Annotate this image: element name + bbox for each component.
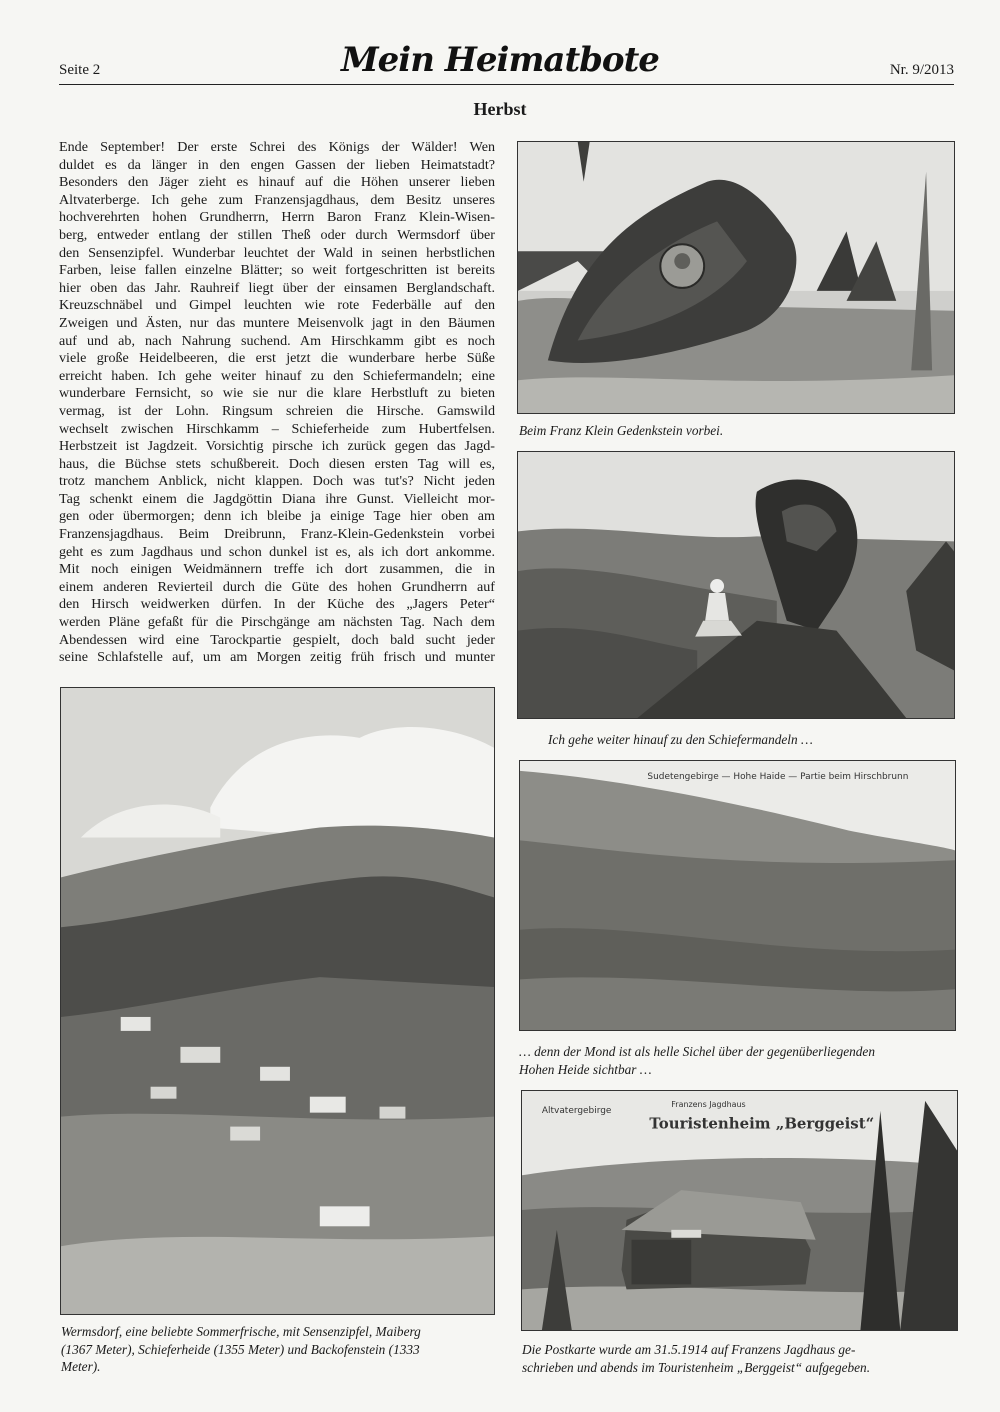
article-line: geht es zum Jagdhaus und schon dunkel ist es, als ich dort ankomme. bbox=[59, 543, 495, 560]
photo-schiefermandeln bbox=[517, 451, 955, 719]
header-rule bbox=[59, 84, 954, 85]
article-line: haus, die Büchse stets schußbereit. Doch diesen ersten Tag will es, bbox=[59, 455, 495, 472]
article-line: wunderbare Fernsicht, so wie sie nur die klare Herbstluft zu bieten bbox=[59, 385, 495, 402]
postcard-label-berggeist: Touristenheim „Berggeist“ bbox=[649, 1114, 875, 1133]
postcard-label-jagdhaus: Franzens Jagdhaus bbox=[671, 1099, 746, 1109]
caption-line: Wermsdorf, eine beliebte Sommerfrische, mit Sensenzipfel, Maiberg bbox=[61, 1324, 421, 1339]
caption-line: Die Postkarte wurde am 31.5.1914 auf Franzens Jagdhaus ge- bbox=[522, 1342, 856, 1357]
caption-line: Meter). bbox=[61, 1359, 101, 1374]
article-line: Mit noch einigen Weidmännern treffe ich dort zusammen, die in bbox=[59, 561, 495, 578]
article-line: auf und ab, nach Nahrung suchend. Am Hirschkamm gibt es noch bbox=[59, 332, 495, 349]
article-line: hochverehrten hohen Grundherrn, Herrn Baron Franz Klein-Wisen- bbox=[59, 209, 495, 226]
photo-memorial-stone bbox=[517, 141, 955, 414]
photo-hohe-heide bbox=[519, 760, 956, 1031]
caption-wermsdorf bbox=[61, 1323, 501, 1376]
photo-wermsdorf bbox=[60, 687, 495, 1315]
article-line: Herbstzeit ist Jagdzeit. Vorsichtig pirsche ich zurück gegen das Jagd- bbox=[59, 438, 495, 455]
article-line: Farben, leise fallen einzelne Blätter; so weit fortgeschritten ist bereits bbox=[59, 262, 495, 279]
caption-line: Hohen Heide sichtbar … bbox=[519, 1061, 652, 1077]
caption-line: … denn der Mond ist als helle Sichel über der gegenüberliegenden bbox=[519, 1044, 875, 1059]
article-line: berg, entweder entlang der stillen Theß oder durch Wermsdorf über bbox=[59, 226, 495, 243]
caption-hohe-heide bbox=[519, 1043, 959, 1078]
postcard-caption-heath: Sudetengebirge — Hohe Haide — Partie beim Hirschbrunn bbox=[647, 771, 909, 782]
photo-touristenheim-postcard bbox=[521, 1090, 958, 1331]
article-line: Besonders den Jäger zieht es hinauf auf die Höhen unserer lieben bbox=[59, 174, 495, 191]
article-line: seine Schlafstelle auf, um am Morgen zeitig früh frisch und munter bbox=[59, 649, 495, 666]
article-line: Altvaterberge. Ich gehe zum Franzensjagdhaus, dem Besitz unseres bbox=[59, 191, 495, 208]
article-line: einem anderen Revierteil durch die Güte des hohen Grundherrn auf bbox=[59, 578, 495, 595]
article-line: werden Pläne gefaßt für die Pirschgänge am nächsten Tag. Nach dem bbox=[59, 614, 495, 631]
article-line: viele große Heidelbeeren, die erst jetzt die wunderbare herbe Süße bbox=[59, 350, 495, 367]
postcard-label-altvater: Altvatergebirge bbox=[541, 1105, 612, 1116]
article-line: den Sensenzipfel. Wunderbar leuchtet der Wald in seinen herbstlichen bbox=[59, 244, 495, 261]
article-line: trotz manchem Anblick, nicht klappen. Doch was tut's? Nicht jeden bbox=[59, 473, 495, 490]
article-line: vermag, ist der Lohn. Ringsum schreien die Hirsche. Gamswild bbox=[59, 402, 495, 419]
caption-memorial-stone: Beim Franz Klein Gedenkstein vorbei. bbox=[519, 423, 724, 438]
article-line: Abendessen wird eine Tarockpartie gespielt, doch bald sucht jeder bbox=[59, 631, 495, 648]
article-line: Ende September! Der erste Schrei des Königs der Wälder! Wen bbox=[59, 139, 495, 155]
article-line: gen oder übermorgen; denn ich bleibe ja einige Tage hier oben am bbox=[59, 508, 495, 525]
article-line: Kreuzschnäbel und Gimpel leuchten wie rote Federbälle auf den bbox=[59, 297, 495, 314]
article-line: duldet es da länger in den engen Gassen der lieben Heimatstadt? bbox=[59, 156, 495, 173]
page-number: Seite 2 bbox=[59, 62, 101, 78]
issue-number: Nr. 9/2013 bbox=[889, 62, 954, 78]
caption-line: (1367 Meter), Schieferheide (1355 Meter) und Backofenstein (1333 bbox=[61, 1341, 420, 1357]
caption-touristenheim bbox=[522, 1341, 962, 1376]
article-line: Franzensjagdhaus. Beim Dreibrunn, Franz-Klein-Gedenkstein vorbei bbox=[59, 526, 495, 543]
article-line: Tag schenkt einem die Jagdgöttin Diana ihre Gunst. Vielleicht mor- bbox=[59, 490, 495, 507]
article-line: hier oben das Jahr. Rauhreif liegt über der einsamen Berglandschaft. bbox=[59, 279, 495, 296]
article-line: erreicht haben. Ich gehe weiter hinauf zu den Schiefermandeln; eine bbox=[59, 367, 495, 384]
article-line: den Hirsch weidwerken dürfen. In der Küche des „Jagers Peter“ bbox=[59, 596, 495, 613]
caption-line: schrieben und abends im Touristenheim „Berggeist“ aufgegeben. bbox=[522, 1359, 871, 1375]
article-body bbox=[59, 139, 495, 667]
article-line: Zweigen und Ästen, nur das muntere Meisenvolk jagt in den Bäumen bbox=[59, 314, 495, 331]
caption-schiefermandeln: Ich gehe weiter hinauf zu den Schiefermandeln … bbox=[548, 732, 813, 747]
article-line: wechselt zwischen Hirschkamm – Schieferheide zum Hubertfelsen. bbox=[59, 420, 495, 437]
article-title: Herbst bbox=[473, 99, 527, 119]
masthead-logo: Mein Heimatbote bbox=[341, 40, 659, 80]
